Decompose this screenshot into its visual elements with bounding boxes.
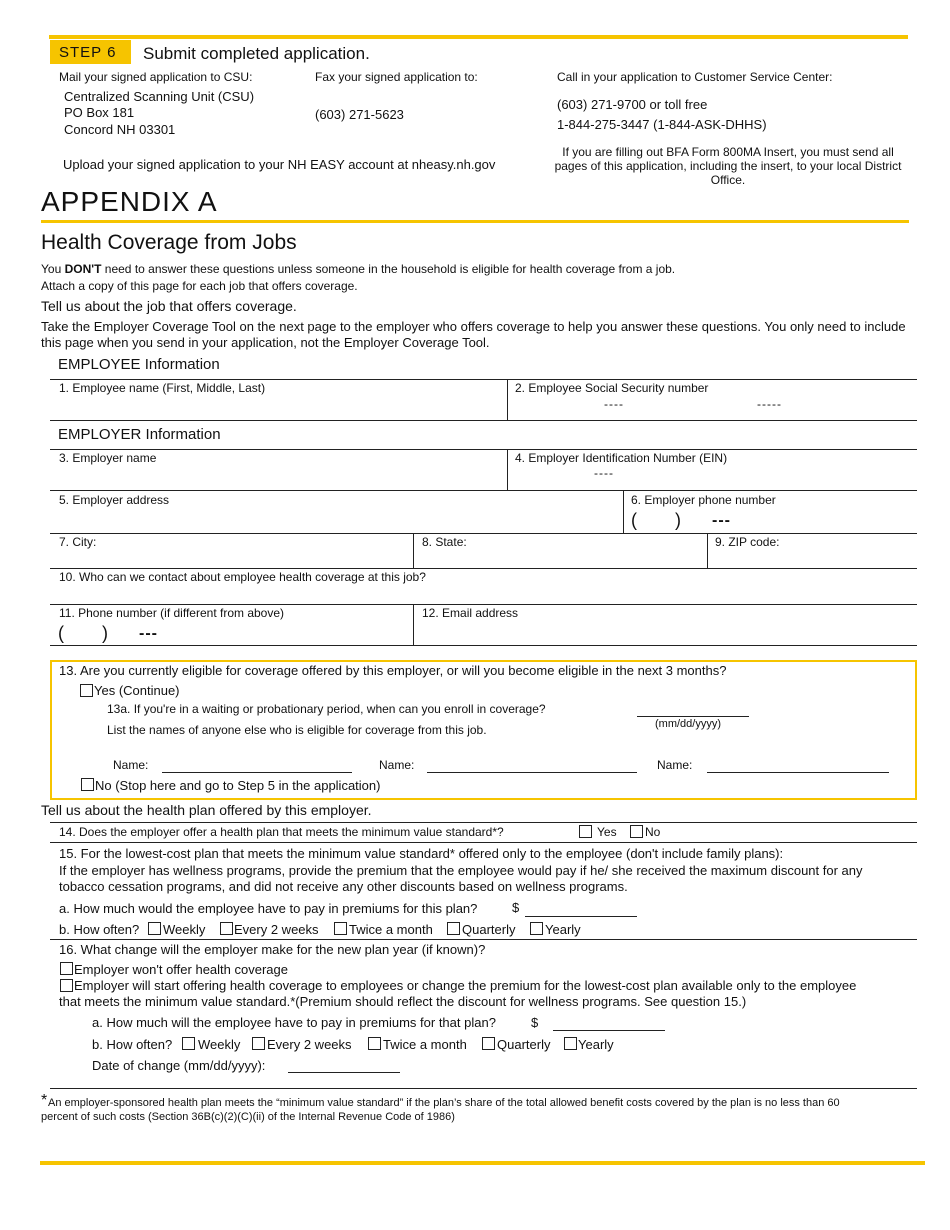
q15a-premium-input[interactable] bbox=[525, 916, 637, 917]
employer-name-field[interactable] bbox=[50, 450, 507, 490]
q14-no-checkbox[interactable] bbox=[630, 825, 643, 838]
ssn-separator-2: ----- bbox=[757, 397, 782, 411]
q16b-weekly-checkbox[interactable] bbox=[182, 1037, 195, 1050]
list-names-label: List the names of anyone else who is eligible for coverage from this job. bbox=[107, 723, 487, 737]
name2-input[interactable] bbox=[427, 772, 637, 773]
q12-label: 12. Email address bbox=[422, 606, 519, 620]
q16-change-premium-label: Employer will start offering health coverage to employees or change the premium for the lowest-cost plan available only to the employee that meets the minimum value standard.*(Premium should reflect the discount for wellness programs. See question 15.) bbox=[59, 978, 857, 1009]
q15b-every2weeks-label: Every 2 weeks bbox=[234, 922, 319, 937]
mail-address-line3: Concord NH 03301 bbox=[64, 122, 176, 137]
appendix-title: APPENDIX A bbox=[41, 186, 218, 217]
employee-bottom-rule bbox=[50, 420, 917, 421]
q15a-dollar: $ bbox=[512, 900, 520, 915]
q15b-yearly-checkbox[interactable] bbox=[530, 922, 543, 935]
q15-bottom-rule bbox=[50, 939, 917, 940]
q16b-quarterly-checkbox[interactable] bbox=[482, 1037, 495, 1050]
plan-heading: Tell us about the health plan offered by this employer. bbox=[41, 802, 372, 818]
employer-phone-open-paren: ( bbox=[631, 510, 637, 530]
q7-label: 7. City: bbox=[59, 535, 97, 549]
q15b-twiceamonth-checkbox[interactable] bbox=[334, 922, 347, 935]
employee-name-field[interactable] bbox=[50, 380, 507, 420]
insert-note: If you are filling out BFA Form 800MA Insert, you must send all pages of this application, including the insert, to your local District Office. bbox=[554, 145, 902, 187]
q16b-yearly-checkbox[interactable] bbox=[564, 1037, 577, 1050]
employer-phone-close-paren: ) bbox=[675, 510, 681, 530]
city-field[interactable] bbox=[50, 534, 413, 568]
q13a-label: 13a. If you're in a waiting or probationary period, when can you enroll in coverage? bbox=[107, 702, 546, 716]
intro-line1: You DON'T need to answer these questions unless someone in the household is eligible for health coverage from a job. bbox=[41, 262, 676, 276]
q2-label: 2. Employee Social Security number bbox=[515, 381, 709, 395]
q16b-yearly-label: Yearly bbox=[578, 1037, 614, 1052]
name3-input[interactable] bbox=[707, 772, 889, 773]
q16a-dollar: $ bbox=[531, 1015, 539, 1030]
q15b-every2weeks-checkbox[interactable] bbox=[220, 922, 233, 935]
appendix-subtitle: Health Coverage from Jobs bbox=[41, 231, 297, 254]
q8-label: 8. State: bbox=[422, 535, 467, 549]
footnote-mark: * bbox=[41, 1092, 48, 1109]
call-line1: (603) 271-9700 or toll free bbox=[557, 97, 708, 112]
employer-phone-dash: --- bbox=[712, 512, 731, 529]
step6-badge-label: STEP 6 bbox=[59, 44, 117, 61]
q1-label: 1. Employee name (First, Middle, Last) bbox=[59, 381, 266, 395]
q16b-quarterly-label: Quarterly bbox=[497, 1037, 551, 1052]
q14-bottom-rule bbox=[50, 842, 917, 843]
contact-phone-open-paren: ( bbox=[58, 623, 64, 643]
q5-label: 5. Employer address bbox=[59, 493, 170, 507]
q13-yes-label: Yes (Continue) bbox=[94, 683, 180, 698]
q15b-quarterly-label: Quarterly bbox=[462, 922, 516, 937]
step6-top-rule bbox=[49, 35, 908, 39]
footnote-line2: percent of such costs (Section 36B(c)(2)(C)(ii) of the Internal Revenue Code of 1986) bbox=[41, 1111, 455, 1123]
q16b-weekly-label: Weekly bbox=[198, 1037, 241, 1052]
q13a-date-input[interactable] bbox=[637, 716, 749, 717]
q16b-every2weeks-checkbox[interactable] bbox=[252, 1037, 265, 1050]
q3-label: 3. Employer name bbox=[59, 451, 157, 465]
q16b-label: b. How often? bbox=[92, 1037, 173, 1052]
call-line2: 1-844-275-3447 (1-844-ASK-DHHS) bbox=[557, 117, 767, 132]
appendix-rule bbox=[41, 220, 909, 223]
q15b-label: b. How often? bbox=[59, 922, 140, 937]
plan-top-rule bbox=[50, 822, 917, 823]
page-bottom-rule bbox=[40, 1161, 925, 1165]
q13-no-label: No (Stop here and go to Step 5 in the application) bbox=[95, 778, 381, 793]
employee-heading: EMPLOYEE Information bbox=[58, 356, 220, 373]
q16a-premium-input[interactable] bbox=[553, 1030, 665, 1031]
footnote-line1: An employer-sponsored health plan meets the “minimum value standard” if the plan’s share of the total allowed benefit costs covered by the plan is no less than 60 bbox=[48, 1097, 840, 1109]
mail-label: Mail your signed application to CSU: bbox=[59, 70, 253, 84]
zip-field[interactable] bbox=[708, 534, 917, 568]
fax-number: (603) 271-5623 bbox=[315, 107, 404, 122]
q16b-twiceamonth-checkbox[interactable] bbox=[368, 1037, 381, 1050]
employer-ein-field[interactable] bbox=[508, 450, 917, 490]
q15b-quarterly-checkbox[interactable] bbox=[447, 922, 460, 935]
q15b-weekly-label: Weekly bbox=[163, 922, 206, 937]
employer-heading: EMPLOYER Information bbox=[58, 426, 221, 443]
q16-date-input[interactable] bbox=[288, 1072, 400, 1073]
q14-yes-label: Yes bbox=[597, 825, 617, 839]
q16b-every2weeks-label: Every 2 weeks bbox=[267, 1037, 352, 1052]
q16-no-coverage-checkbox[interactable] bbox=[60, 962, 73, 975]
q14-yes-checkbox[interactable] bbox=[579, 825, 592, 838]
employer-bottom-rule bbox=[50, 645, 917, 646]
q4-label: 4. Employer Identification Number (EIN) bbox=[515, 451, 728, 465]
upload-text: Upload your signed application to your NH EASY account at nheasy.nh.gov bbox=[63, 157, 496, 172]
contact-phone-close-paren: ) bbox=[102, 623, 108, 643]
job-heading: Tell us about the job that offers coverage. bbox=[41, 298, 297, 314]
name3-label: Name: bbox=[657, 758, 693, 772]
state-field[interactable] bbox=[414, 534, 707, 568]
q14-label: 14. Does the employer offer a health plan that meets the minimum value standard*? bbox=[59, 825, 504, 839]
name1-label: Name: bbox=[113, 758, 149, 772]
mail-address-line2: PO Box 181 bbox=[64, 105, 135, 120]
q15a-label: a. How much would the employee have to pay in premiums for this plan? bbox=[59, 901, 478, 916]
fax-label: Fax your signed application to: bbox=[315, 70, 478, 84]
q16-label: 16. What change will the employer make for the new plan year (if known)? bbox=[59, 942, 486, 957]
name1-input[interactable] bbox=[162, 772, 352, 773]
q15-text: If the employer has wellness programs, provide the premium that the employee would pay if he/ she received the maximum discount for any tobacco cessation programs, and did not receive any other discounts based on wellness programs. bbox=[59, 863, 863, 894]
q16a-label: a. How much will the employee have to pay in premiums for that plan? bbox=[92, 1015, 496, 1030]
q10-label: 10. Who can we contact about employee health coverage at this job? bbox=[59, 570, 426, 584]
q16-no-coverage-label: Employer won't offer health coverage bbox=[74, 962, 288, 977]
contact-email-field[interactable] bbox=[414, 605, 917, 645]
q13a-date-hint: (mm/dd/yyyy) bbox=[655, 718, 721, 730]
q15b-weekly-checkbox[interactable] bbox=[148, 922, 161, 935]
q11-label: 11. Phone number (if different from above) bbox=[59, 606, 285, 620]
q16b-twiceamonth-label: Twice a month bbox=[383, 1037, 467, 1052]
ein-separator: ---- bbox=[594, 466, 614, 480]
q16-date-label: Date of change (mm/dd/yyyy): bbox=[92, 1058, 266, 1073]
q13-question: 13. Are you currently eligible for coverage offered by this employer, or will you become eligible in the next 3 months? bbox=[59, 663, 727, 678]
employer-address-field[interactable] bbox=[50, 491, 623, 533]
mail-address-line1: Centralized Scanning Unit (CSU) bbox=[64, 89, 255, 104]
employer-phone-field[interactable] bbox=[624, 491, 917, 533]
q15-line1: 15. For the lowest-cost plan that meets the minimum value standard* offered only to the employee (don't include family plans): bbox=[59, 846, 784, 861]
plan-bottom-rule bbox=[50, 1088, 917, 1089]
name2-label: Name: bbox=[379, 758, 415, 772]
tool-text: Take the Employer Coverage Tool on the next page to the employer who offers coverage to help you answer these questions. You only need to include this page when you send in your application, not the Employer Coverage Tool. bbox=[41, 319, 906, 350]
q14-no-label: No bbox=[645, 825, 661, 839]
q13-no-checkbox[interactable] bbox=[81, 778, 94, 791]
contact-field[interactable] bbox=[50, 569, 917, 604]
q9-label: 9. ZIP code: bbox=[715, 535, 780, 549]
q15b-twiceamonth-label: Twice a month bbox=[349, 922, 433, 937]
intro-line2: Attach a copy of this page for each job that offers coverage. bbox=[41, 279, 358, 293]
q6-label: 6. Employer phone number bbox=[631, 493, 776, 507]
employee-ssn-field[interactable] bbox=[508, 380, 917, 420]
step6-title: Submit completed application. bbox=[143, 44, 370, 63]
q13-yes-checkbox[interactable] bbox=[80, 684, 93, 697]
ssn-separator-1: ---- bbox=[604, 397, 624, 411]
call-label: Call in your application to Customer Service Center: bbox=[557, 70, 833, 84]
q15b-yearly-label: Yearly bbox=[545, 922, 581, 937]
contact-phone-dash: --- bbox=[139, 625, 158, 642]
